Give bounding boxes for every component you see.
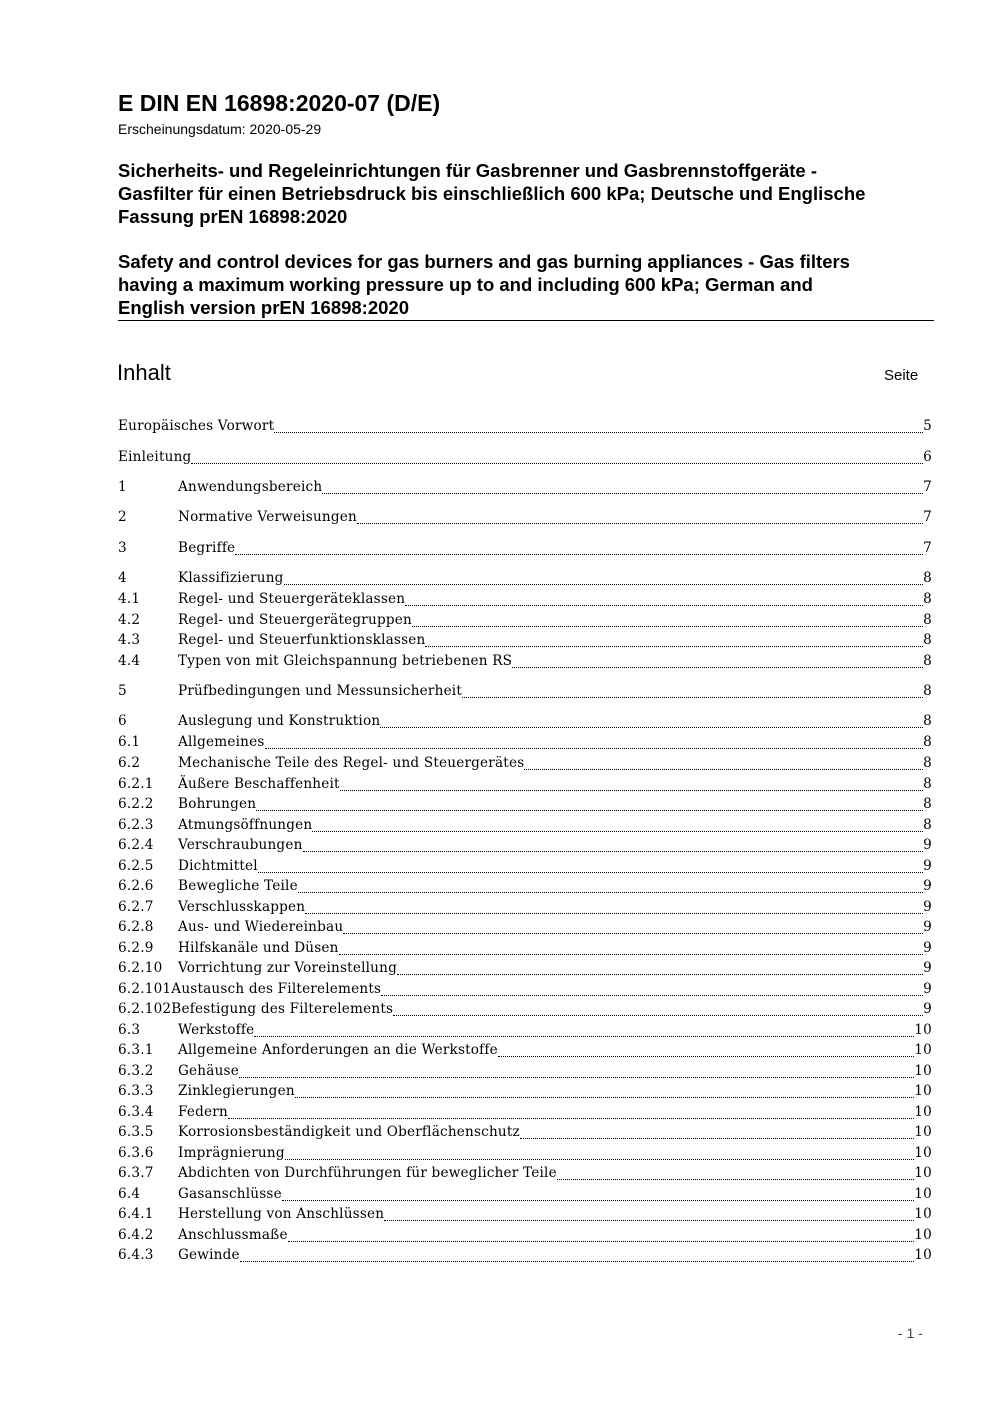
toc-entry-number: 6.2.8 (118, 919, 154, 935)
toc-entry[interactable] (118, 1063, 932, 1083)
toc-dot-leader (284, 584, 924, 585)
toc-entry-page: 8 (923, 713, 932, 729)
toc-entry[interactable] (118, 612, 932, 632)
german-title-line: Gasfilter für einen Betriebsdruck bis einschließlich 600 kPa; Deutsche und Englische (118, 183, 866, 204)
toc-entry[interactable] (118, 1145, 932, 1165)
toc-entry-page: 8 (923, 755, 932, 771)
toc-entry-page: 8 (923, 796, 932, 812)
toc-dot-leader (256, 810, 923, 811)
toc-entry-number: 6.3 (118, 1022, 141, 1038)
german-title-line: Sicherheits- und Regeleinrichtungen für Gasbrenner und Gasbrennstoffgeräte - (118, 160, 817, 181)
toc-entry-number: 5 (118, 683, 127, 699)
toc-entry-title: Dichtmittel (178, 858, 258, 874)
toc-entry-page: 7 (923, 479, 932, 495)
toc-entry[interactable] (118, 683, 932, 703)
toc-dot-leader (265, 748, 924, 749)
title-divider (118, 320, 934, 321)
toc-entry-number: 4.2 (118, 612, 141, 628)
toc-dot-leader (380, 727, 923, 728)
toc-entry[interactable] (118, 1247, 932, 1267)
toc-entry-title: Werkstoffe (178, 1022, 255, 1038)
toc-entry[interactable] (118, 1042, 932, 1062)
toc-entry[interactable] (118, 418, 932, 438)
toc-dot-leader (357, 523, 923, 524)
toc-page-column-label: Seite (884, 367, 919, 384)
toc-dot-leader (254, 1036, 914, 1037)
toc-entry[interactable] (118, 632, 932, 652)
toc-dot-leader (512, 667, 923, 668)
toc-entry-number: 6.1 (118, 734, 141, 750)
toc-entry-title: Allgemeines (178, 734, 265, 750)
toc-entry-title: Atmungsöffnungen (178, 817, 313, 833)
toc-entry-title: Imprägnierung (178, 1145, 285, 1161)
toc-entry-page: 8 (923, 683, 932, 699)
toc-entry-number: 6.2 (118, 755, 141, 771)
toc-entry-number: 6.4.2 (118, 1227, 154, 1243)
toc-entry-number: 6.2.4 (118, 837, 154, 853)
toc-dot-leader (322, 493, 923, 494)
toc-entry-number: 4.4 (118, 653, 141, 669)
toc-dot-leader (339, 954, 924, 955)
toc-entry[interactable] (118, 591, 932, 611)
toc-entry-title: Klassifizierung (178, 570, 284, 586)
english-title-line: having a maximum working pressure up to and including 600 kPa; German and (118, 274, 813, 295)
toc-entry-page: 10 (914, 1063, 932, 1079)
toc-dot-leader (425, 646, 923, 647)
toc-entry-page: 10 (914, 1206, 932, 1222)
toc-entry-number: 6.2.1 (118, 776, 154, 792)
toc-entry-page: 10 (914, 1042, 932, 1058)
toc-entry-title: Verschlusskappen (178, 899, 306, 915)
toc-dot-leader (274, 432, 923, 433)
english-title-line: English version prEN 16898:2020 (118, 297, 409, 318)
german-title (118, 159, 938, 228)
toc-entry-page: 10 (914, 1104, 932, 1120)
toc-entry-title: Äußere Beschaffenheit (178, 776, 340, 792)
toc-entry[interactable] (118, 817, 932, 837)
toc-entry-number: 6.3.6 (118, 1145, 154, 1161)
toc-entry-page: 9 (923, 899, 932, 915)
toc-entry-page: 9 (923, 878, 932, 894)
toc-dot-leader (191, 463, 923, 464)
toc-entry-number: 6.2.102 (118, 1001, 172, 1017)
toc-entry[interactable] (118, 755, 932, 775)
toc-entry-page: 7 (923, 509, 932, 525)
toc-dot-leader (412, 626, 923, 627)
toc-entry[interactable] (118, 899, 932, 919)
toc-entry-title: Aus- und Wiedereinbau (178, 919, 344, 935)
toc-entry-number: 6.2.3 (118, 817, 154, 833)
toc-entry[interactable] (118, 1227, 932, 1247)
english-title-line: Safety and control devices for gas burners and gas burning appliances - Gas filters (118, 251, 850, 272)
toc-entry-title: Typen von mit Gleichspannung betriebenen RS (178, 653, 513, 669)
toc-entry-title: Federn (178, 1104, 228, 1120)
toc-entry-title: Anwendungsbereich (178, 479, 323, 495)
toc-entry-number: 4 (118, 570, 127, 586)
toc-entry-title: Gewinde (178, 1247, 240, 1263)
toc-dot-leader (462, 697, 923, 698)
toc-entry[interactable] (118, 1186, 932, 1206)
toc-entry[interactable] (118, 960, 932, 980)
toc-entry-number: 4.3 (118, 632, 141, 648)
toc-entry-number: 6.2.9 (118, 940, 154, 956)
toc-entry-page: 10 (914, 1022, 932, 1038)
page-number: - 1 - (898, 1325, 923, 1341)
toc-entry-page: 8 (923, 653, 932, 669)
document-title: E DIN EN 16898:2020-07 (D/E) (118, 90, 441, 116)
english-title (118, 250, 938, 319)
toc-entry-title: Europäisches Vorwort (118, 418, 275, 434)
toc-entry[interactable] (118, 1206, 932, 1226)
toc-entry[interactable] (118, 1165, 932, 1185)
toc-dot-leader (239, 1077, 914, 1078)
toc-entry[interactable] (118, 1001, 932, 1021)
toc-entry[interactable] (118, 1124, 932, 1144)
toc-entry-page: 8 (923, 734, 932, 750)
toc-dot-leader (285, 1159, 915, 1160)
toc-entry-page: 10 (914, 1227, 932, 1243)
toc-entry-title: Begriffe (178, 540, 236, 556)
toc-dot-leader (343, 933, 923, 934)
toc-entry-page: 8 (923, 632, 932, 648)
toc-entry-number: 6.2.10 (118, 960, 163, 976)
toc-entry-title: Allgemeine Anforderungen an die Werkstoffe (178, 1042, 498, 1058)
toc-entry-title: Zinklegierungen (178, 1083, 295, 1099)
toc-entry[interactable] (118, 540, 932, 560)
toc-entry-number: 6.3.2 (118, 1063, 154, 1079)
toc-entry-page: 10 (914, 1247, 932, 1263)
toc-entry-title: Gasanschlüsse (178, 1186, 282, 1202)
toc-entry-title: Einleitung (118, 449, 192, 465)
toc-dot-leader (303, 851, 924, 852)
toc-entry-title: Befestigung des Filterelements (171, 1001, 394, 1017)
toc-entry[interactable] (118, 858, 932, 878)
toc-entry-number: 1 (118, 479, 127, 495)
toc-dot-leader (258, 872, 923, 873)
toc-entry[interactable] (118, 796, 932, 816)
toc-dot-leader (288, 1241, 915, 1242)
toc-entry[interactable] (118, 570, 932, 590)
toc-entry-number: 6.4.1 (118, 1206, 154, 1222)
toc-entry-title: Normative Verweisungen (178, 509, 357, 525)
toc-entry-number: 6 (118, 713, 127, 729)
toc-entry[interactable] (118, 713, 932, 733)
toc-entry-title: Vorrichtung zur Voreinstellung (178, 960, 397, 976)
toc-entry-number: 6.2.6 (118, 878, 154, 894)
toc-entry[interactable] (118, 1083, 932, 1103)
toc-entry[interactable] (118, 449, 932, 469)
toc-dot-leader (384, 1220, 914, 1221)
toc-entry-page: 7 (923, 540, 932, 556)
toc-entry-page: 6 (923, 449, 932, 465)
toc-entry-title: Auslegung und Konstruktion (178, 713, 381, 729)
toc-entry-page: 8 (923, 570, 932, 586)
toc-entry[interactable] (118, 479, 932, 499)
toc-entry-title: Verschraubungen (178, 837, 303, 853)
toc-entry[interactable] (118, 734, 932, 754)
toc-entry[interactable] (118, 837, 932, 857)
toc-entry[interactable] (118, 509, 932, 529)
toc-entry[interactable] (118, 653, 932, 673)
toc-entry-page: 5 (923, 418, 932, 434)
toc-dot-leader (235, 554, 923, 555)
toc-dot-leader (498, 1056, 914, 1057)
toc-dot-leader (393, 1015, 923, 1016)
toc-entry[interactable] (118, 919, 932, 939)
toc-entry-page: 9 (923, 981, 932, 997)
toc-entry-title: Regel- und Steuergeräteklassen (178, 591, 406, 607)
toc-dot-leader (397, 974, 923, 975)
toc-entry-number: 6.3.3 (118, 1083, 154, 1099)
toc-entry-title: Regel- und Steuergerätegruppen (178, 612, 412, 628)
toc-entry-page: 9 (923, 960, 932, 976)
toc-dot-leader (520, 1138, 914, 1139)
toc-entry-number: 6.3.7 (118, 1165, 154, 1181)
toc-dot-leader (298, 892, 923, 893)
toc-entry-title: Abdichten von Durchführungen für beweglicher Teile (178, 1165, 557, 1181)
toc-entry-title: Hilfskanäle und Düsen (178, 940, 339, 956)
toc-dot-leader (312, 831, 923, 832)
toc-entry-number: 6.3.1 (118, 1042, 154, 1058)
toc-heading: Inhalt (117, 360, 171, 385)
toc-entry-title: Regel- und Steuerfunktionsklassen (178, 632, 426, 648)
toc-entry-title: Bohrungen (178, 796, 257, 812)
toc-entry-title: Austausch des Filterelements (171, 981, 382, 997)
toc-entry[interactable] (118, 776, 932, 796)
toc-entry[interactable] (118, 981, 932, 1001)
toc-entry-page: 9 (923, 1001, 932, 1017)
toc-entry-page: 9 (923, 919, 932, 935)
toc-entry-title: Gehäuse (178, 1063, 239, 1079)
toc-entry-title: Herstellung von Anschlüssen (178, 1206, 385, 1222)
toc-dot-leader (340, 790, 923, 791)
toc-entry-number: 4.1 (118, 591, 141, 607)
toc-entry-number: 6.2.2 (118, 796, 154, 812)
toc-entry-page: 8 (923, 612, 932, 628)
toc-entry-page: 10 (914, 1083, 932, 1099)
toc-entry-number: 6.3.4 (118, 1104, 154, 1120)
toc-dot-leader (524, 769, 923, 770)
toc-entry-page: 9 (923, 837, 932, 853)
toc-dot-leader (557, 1179, 914, 1180)
toc-dot-leader (305, 913, 923, 914)
toc-entry-title: Anschlussmaße (178, 1227, 288, 1243)
toc-entry-page: 10 (914, 1165, 932, 1181)
toc-entry-page: 10 (914, 1145, 932, 1161)
toc-entry[interactable] (118, 940, 932, 960)
toc-entry[interactable] (118, 878, 932, 898)
toc-entry-page: 9 (923, 940, 932, 956)
toc-entry-page: 10 (914, 1186, 932, 1202)
toc-entry[interactable] (118, 1022, 932, 1042)
toc-entry-number: 6.4 (118, 1186, 141, 1202)
toc-entry-number: 3 (118, 540, 127, 556)
toc-dot-leader (381, 995, 923, 996)
toc-entry-number: 6.3.5 (118, 1124, 154, 1140)
toc-entry-number: 6.2.5 (118, 858, 154, 874)
german-title-line: Fassung prEN 16898:2020 (118, 206, 348, 227)
toc-entry-number: 6.2.101 (118, 981, 172, 997)
toc-entry-number: 6.4.3 (118, 1247, 154, 1263)
toc-entry-number: 2 (118, 509, 127, 525)
toc-dot-leader (282, 1200, 914, 1201)
toc-entry-page: 8 (923, 591, 932, 607)
toc-dot-leader (405, 605, 923, 606)
toc-entry-page: 8 (923, 817, 932, 833)
toc-entry-title: Bewegliche Teile (178, 878, 298, 894)
toc-dot-leader (228, 1118, 914, 1119)
toc-entry-page: 9 (923, 858, 932, 874)
toc-dot-leader (295, 1097, 915, 1098)
toc-entry[interactable] (118, 1104, 932, 1124)
toc-entry-title: Mechanische Teile des Regel- und Steuergerätes (178, 755, 525, 771)
toc-entry-page: 10 (914, 1124, 932, 1140)
toc-entry-title: Prüfbedingungen und Messunsicherheit (178, 683, 463, 699)
publication-date: Erscheinungsdatum: 2020-05-29 (118, 121, 322, 137)
toc-entry-number: 6.2.7 (118, 899, 154, 915)
toc-entry-title: Korrosionsbeständigkeit und Oberflächenschutz (178, 1124, 520, 1140)
toc-entry-page: 8 (923, 776, 932, 792)
toc-dot-leader (240, 1261, 915, 1262)
